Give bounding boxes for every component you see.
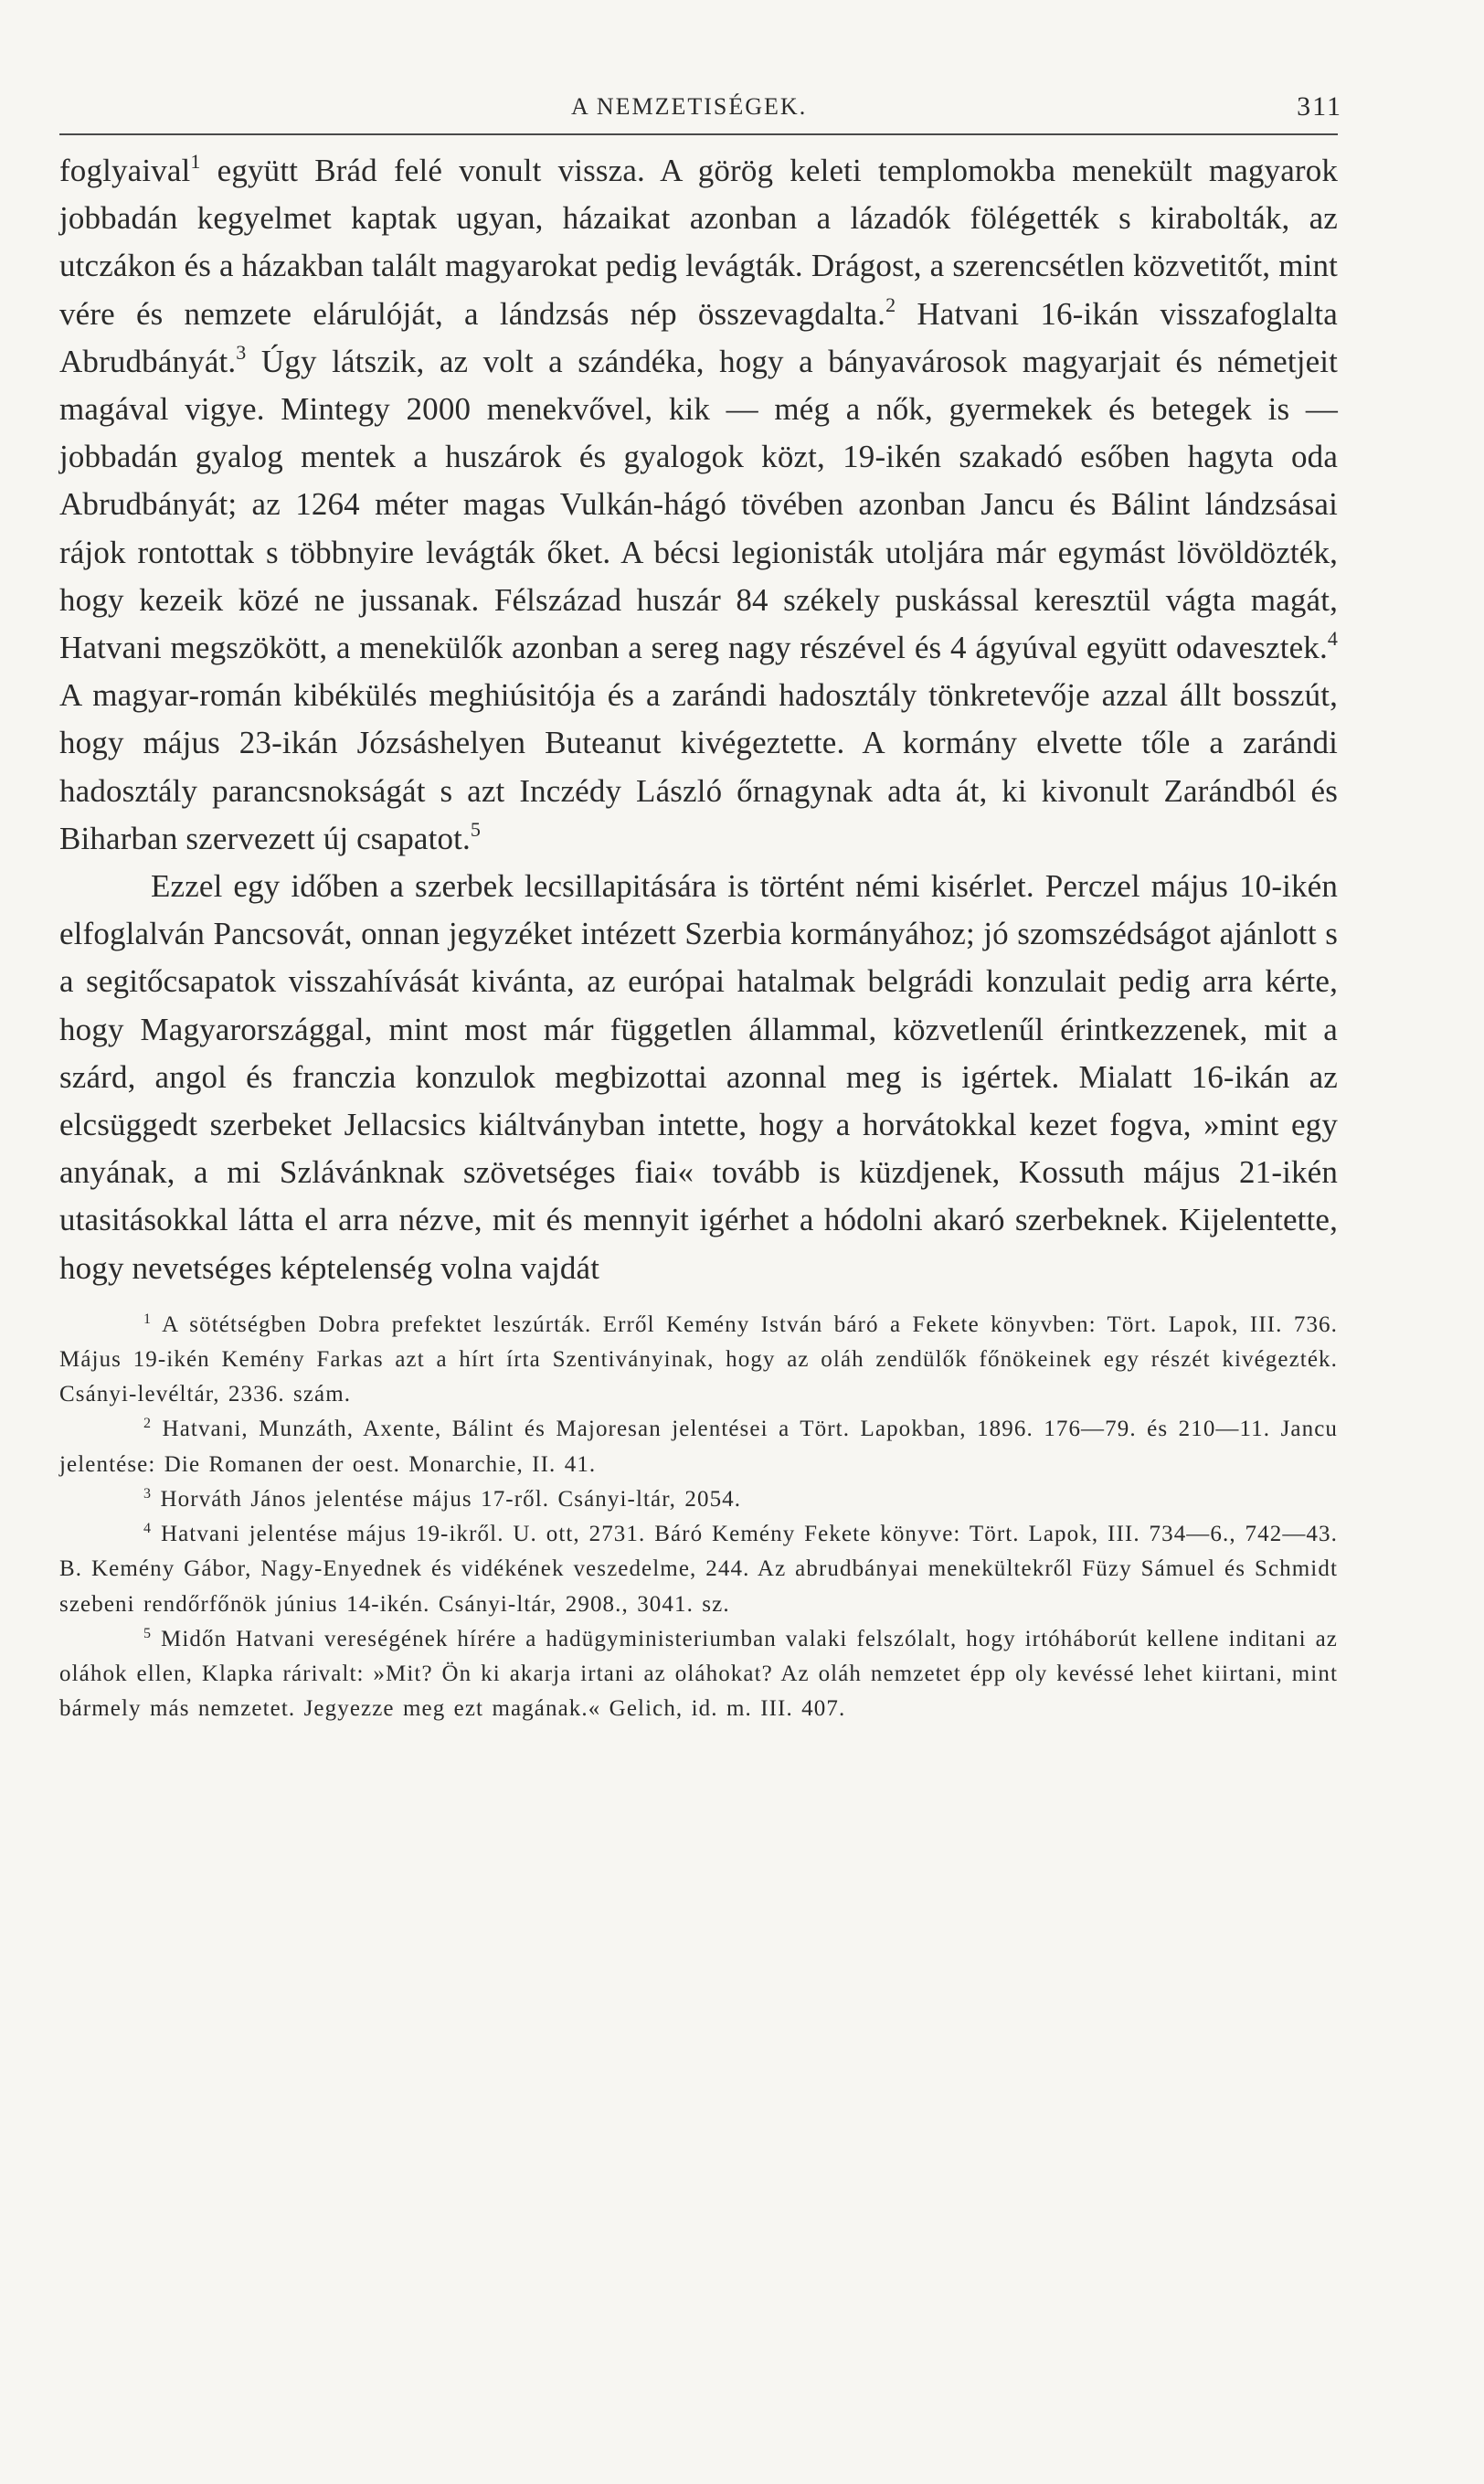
footnote-4 (59, 1517, 1338, 1622)
footnote-mark: 2 (143, 1416, 153, 1432)
footnote-text: A sötétségben Dobra prefektet leszúrták. Erről Kemény István báró a Fekete könyvben: Tört. Lapok, III. 736. Május 19-ikén Kemény Farkas azt a hírt írta Szentiványinak, hogy az oláh zendülők főnökeinek egy részét kivégezték. Csányi-levéltár, 2336. szám. (59, 1311, 1338, 1407)
footnote-ref-4: 4 (1327, 627, 1338, 651)
footnote-text: Hatvani, Munzáth, Axente, Bálint és Majoresan jelentései a Tört. Lapokban, 1896. 176—79. és 210—11. Jancu jelentése: Die Romanen der oest. Monarchie, II. 41. (59, 1417, 1338, 1477)
footnote-mark: 1 (143, 1311, 153, 1327)
running-title: A NEMZETISÉGEK. (571, 93, 808, 120)
text-run: együtt Brád felé vonult vissza. A görög keleti templomokba menekült magyarok jobbadán kegyelmet kaptak ugyan, házaikat azonban a lázadók fölégették s kirabolták, az utczákon és a házakban talált magyarokat pedig levágták. Drágost, a szerencsétlen közvetitőt, mint vére és nemzete elárulóját, a lándzsás nép összevagdalta. (59, 153, 1338, 332)
text-run: A magyar-román kibékülés meghiúsitója és a zarándi hadosztály tönkretevője azzal állt bosszút, hogy május 23-ikán Józsáshelyen Buteanut kivégeztette. A kormány elvette tőle a zarándi hadosztály parancsnokságát s azt Inczédy László őrnagynak adta át, ki kivonult Zarándból és Biharban szervezett új csapatot. (59, 677, 1338, 856)
text-run: Hatvani 16-ikán visszafoglalta Abrudbányát. (59, 295, 1338, 379)
footnote-ref-5: 5 (470, 817, 482, 841)
footnote-ref-1: 1 (190, 150, 201, 173)
footnote-text: Horváth János jelentése május 17-ről. Csányi-ltár, 2054. (152, 1486, 742, 1512)
footnote-mark: 4 (143, 1521, 153, 1537)
paragraph-2: Ezzel egy időben a szerbek lecsillapitására is történt némi kisérlet. Perczel május 10-ikén elfoglalván Pancsovát, onnan jegyzéket intézett Szerbia kormányához; jó szomszédságot ajánlott s a segitőcsapatok visszahívását kivánta, az európai hatalmak belgrádi konzulait pedig arra kérte, hogy Magyarországgal, mint most már független állammal, közvetlenűl érintkezzenek, mit a szárd, angol és franczia konzulok megbizottai azonnal meg is igértek. Mialatt 16-ikán az elcsüggedt szerbeket Jellacsics kiáltványban intette, hogy a horvátokkal kezet fogva, »mint egy anyának, a mi Szlávánknak szövetséges fiai« tovább is küzdjenek, Kossuth május 21-ikén utasitásokkal látta el arra nézve, mit és mennyit igérhet a hódolni akaró szerbeknek. Kijelentette, hogy nevetséges képtelenség volna vajdát (59, 868, 1338, 1286)
text-run: Úgy látszik, az volt a szándéka, hogy a bányavárosok magyarjait és németjeit magával vigye. Mintegy 2000 menekvővel, kik — még a nők, gyermekek és betegek is — jobbadán gyalog mentek a huszárok és gyalogok közt, 19-ikén szakadó esőben hagyta oda Abrudbányát; az 1264 méter magas Vulkán-hágó tövében azonban Jancu és Bálint lándzsásai rájok rontottak s többnyire levágták őket. A bécsi legionisták utoljára már egymást lövöldözték, hogy kezeik közé ne jussanak. Félszázad huszár 84 székely puskással keresztül vágta magát, Hatvani megszökött, a menekülők azonban a sereg nagy részével és 4 ágyúval együtt odavesztek. (59, 343, 1338, 666)
footnote-3 (59, 1482, 1338, 1517)
paragraph-1 (59, 147, 1338, 863)
footnote-2 (59, 1412, 1338, 1481)
footnote-mark: 3 (143, 1485, 153, 1502)
running-header (59, 91, 1342, 135)
footnote-ref-2: 2 (885, 292, 896, 316)
footnote-mark: 5 (143, 1625, 153, 1641)
footnote-text: Midőn Hatvani vereségének hírére a hadügyministeriumban valaki felszólalt, hogy irtóháborút kellene inditani az oláhok ellen, Klapka rárivalt: »Mit? Ön ki akarja irtani az oláhokat? Az oláh nemzetet épp oly kevéssé lehet kiirtani, mint bármely más nemzetet. Jegyezze meg ezt magának.« Gelich, id. m. III. 407. (59, 1626, 1338, 1722)
footnote-ref-3: 3 (236, 340, 247, 364)
page-number: 311 (1297, 91, 1342, 122)
footnote-1 (59, 1308, 1338, 1413)
text-run: foglyaival (59, 153, 191, 188)
footnote-5 (59, 1622, 1338, 1727)
main-text (59, 147, 1338, 1292)
footnote-text: Hatvani jelentése május 19-ikről. U. ott, 2731. Báró Kemény Fekete könyve: Tört. Lapok, III. 734—6., 742—43. B. Kemény Gábor, Nagy-Enyednek és vidékének veszedelme, 244. Az abrudbányai menekültekről Füzy Sámuel és Schmidt szebeni rendőrfőnök június 14-ikén. Csányi-ltár, 2908., 3041. sz. (59, 1522, 1338, 1617)
footnotes (59, 1308, 1338, 1726)
